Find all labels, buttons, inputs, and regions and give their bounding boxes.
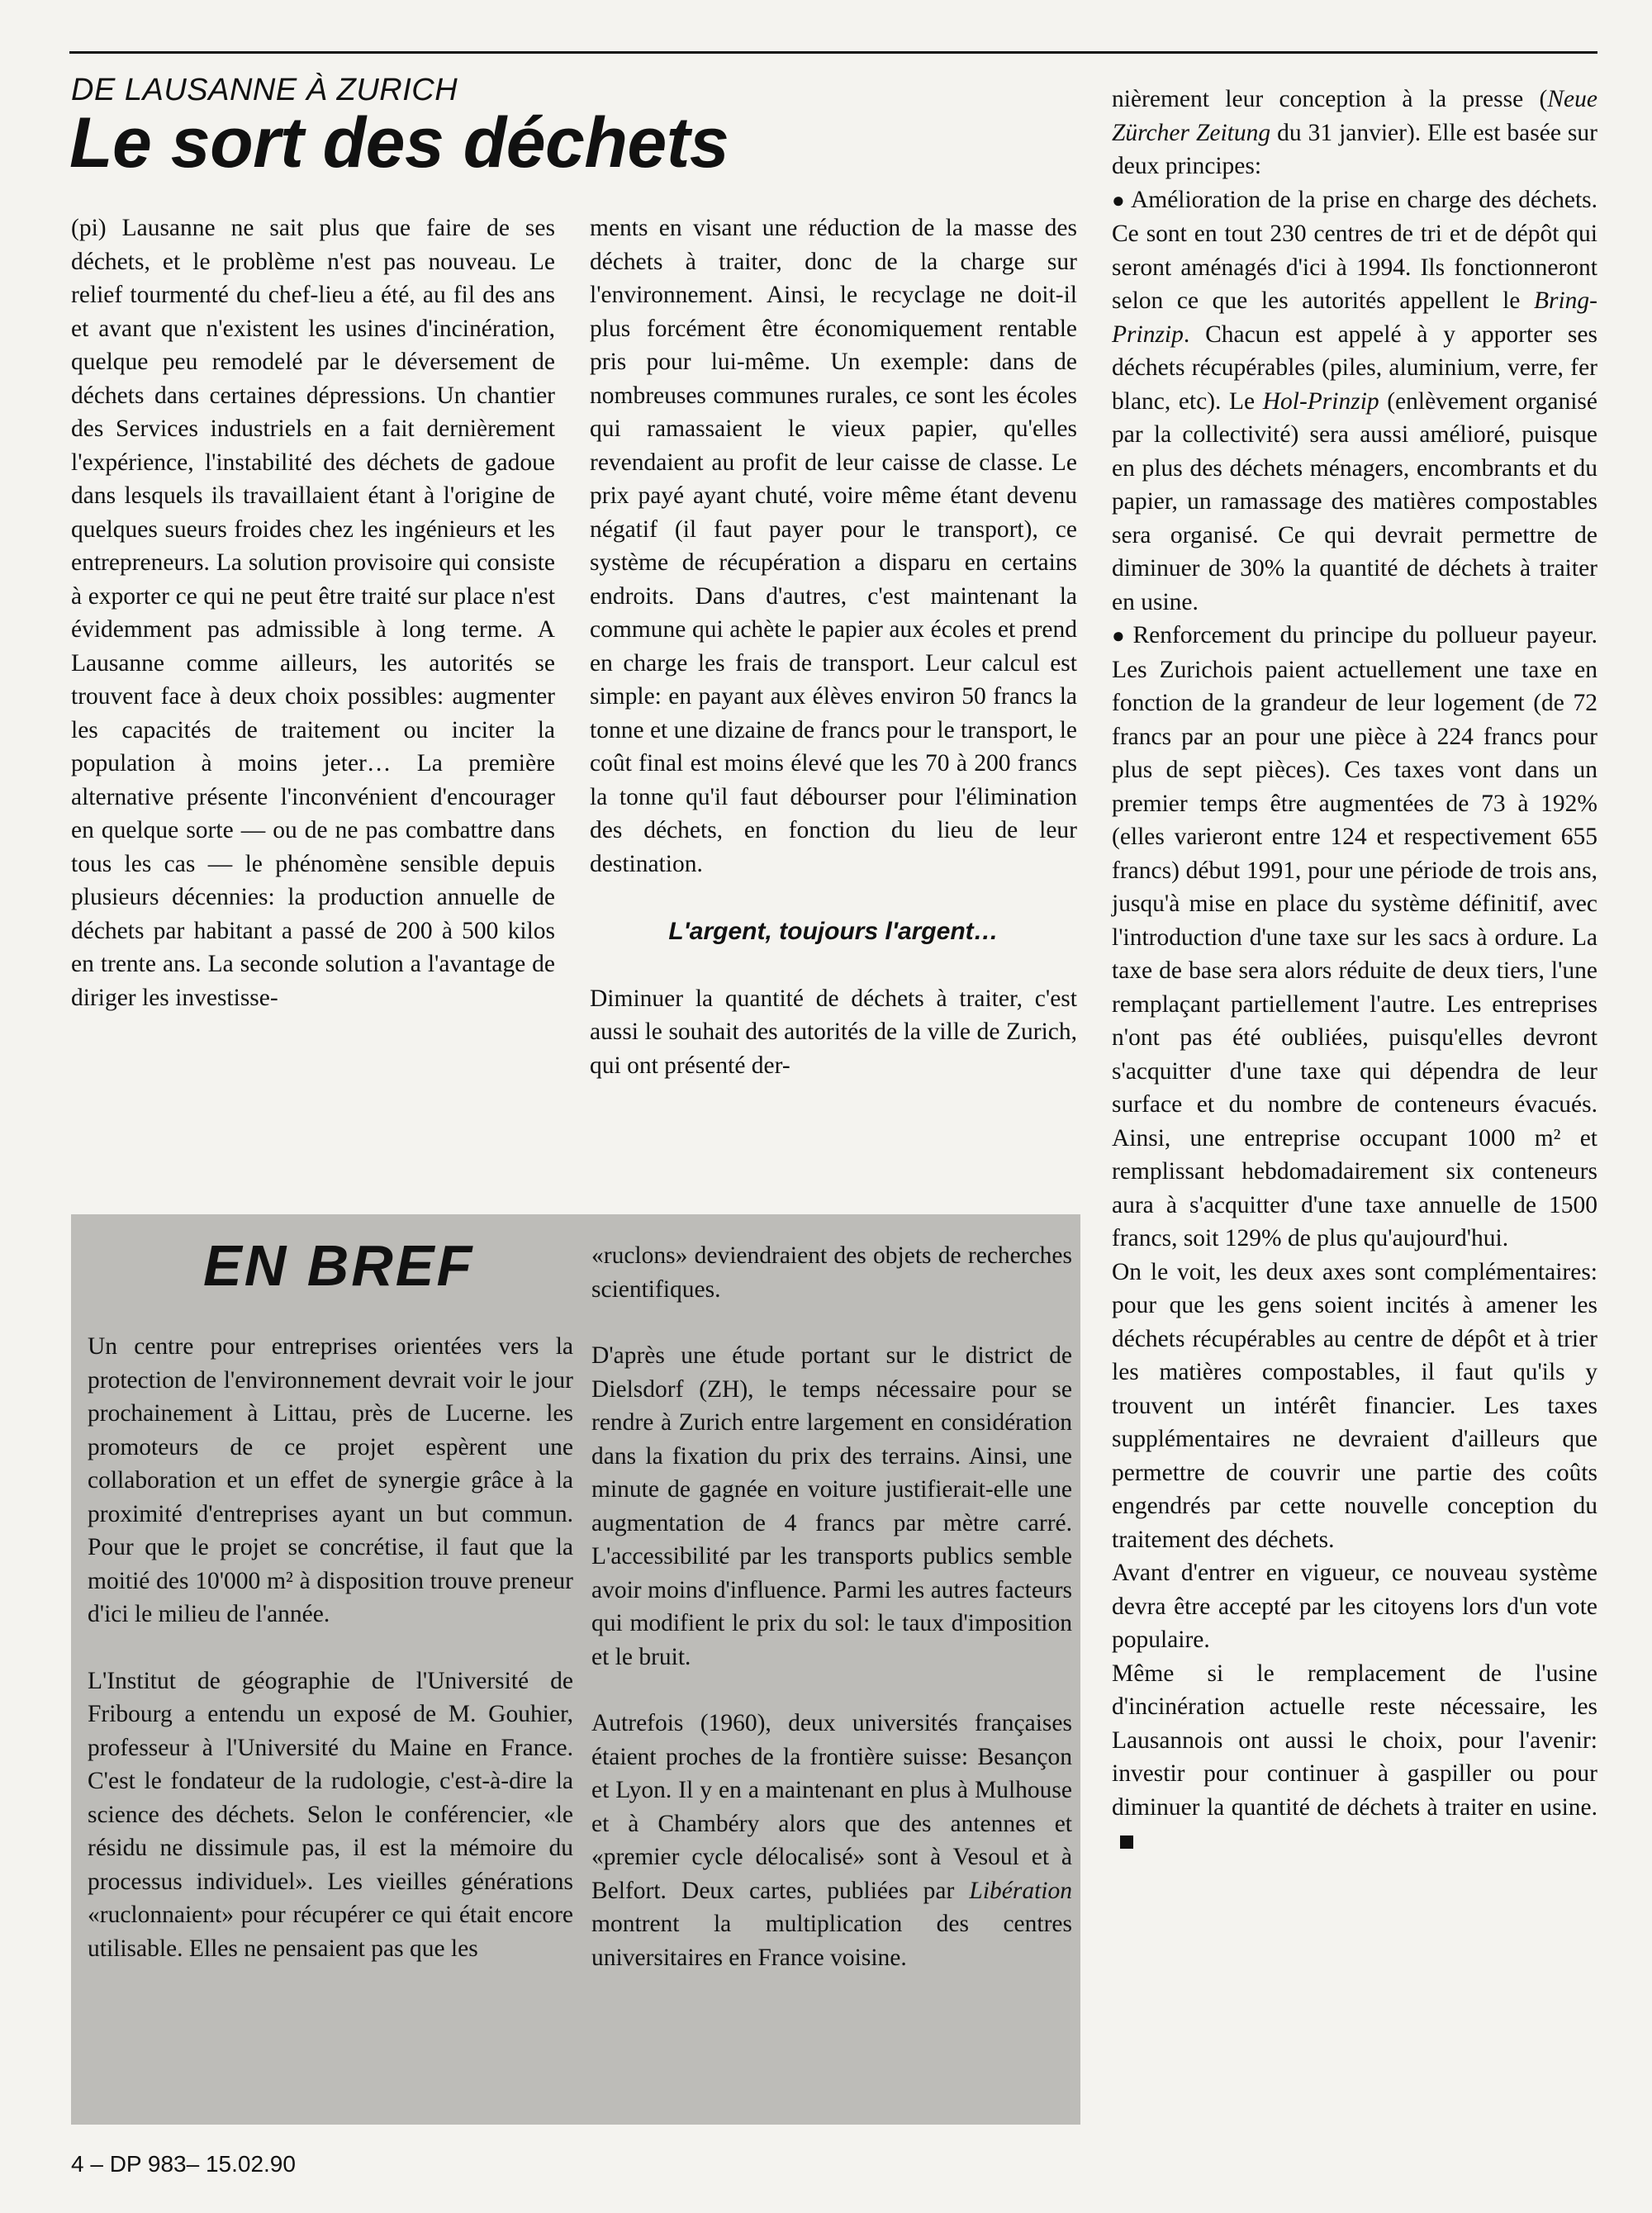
brief-item: L'Institut de géographie de l'Université de Fribourg a entendu un exposé de M. Gouhier, professeur à l'Université du Maine en France. C'est le fondateur de la rudologie, c'est-à-dire la science des déchets. Selon le conférencier, «le résidu ne dissimule pas, il est la mémoire du processus individuel». Les vieilles générations «ruclonnaient» pour récupérer ce qui était encore utilisable. Elles ne pensaient pas que les <box>88 1667 573 1962</box>
en-bref-title: EN BREF <box>203 1233 475 1298</box>
en-bref-column-1 <box>88 1330 573 1998</box>
source-newspaper: Neue Zürcher Zeitung <box>1112 86 1597 146</box>
top-rule <box>69 51 1597 54</box>
article-subhead: L'argent, toujours l'argent… <box>668 918 999 945</box>
article-paragraph: ments en visant une réduction de la masse des déchets à traiter, donc de la charge sur l'environnement. Ainsi, le recyclage ne doit-il plus forcément être économiquement rentable pris pour lui-même. Un exemple: dans de nombreuses communes rurales, ce sont les écoles qui ramassaient le vieux papier, qu'elles revendaient au profit de leur caisse de classe. Le prix payé ayant chuté, voire même étant devenu négatif (il faut payer pour le transport), ce système de récupération a disparu en certains endroits. Dans d'autres, c'est maintenant la commune qui achète le papier aux écoles et prend en charge les frais de transport. Leur calcul est simple: en payant aux élèves environ 50 francs la tonne et une dizaine de francs pour le transport, le coût final est moins élevé que les 70 à 200 francs la tonne qu'il faut débourser pour l'élimination des déchets, en fonction du lieu de leur destination. <box>590 215 1077 877</box>
bullet-item: ● Renforcement du principe du pollueur payeur. Les Zurichois paient actuellement une taxe en fonction de la grandeur de leur logement (de 72 francs par an pour une pièce à 224 francs pour plus de sept pièces). Ces taxes vont dans un premier temps être augmentées de 73 à 192% (elles varieront entre 124 et respectivement 655 francs) début 1991, pour une période de trois ans, jusqu'à mise en place du système définitif, avec l'introduction d'une taxe sur les sacs à ordure. La taxe de base sera alors réduite de deux tiers, l'une remplaçant partiellement l'autre. Les entreprises n'ont pas été oubliées, puisqu'elles devront s'acquitter d'une taxe qui dépendra de leur surface et du nombre de conteneurs évacués. Ainsi, une entreprise occupant 1000 m² et remplissant hebdomadairement six conteneurs aura à s'acquitter d'une taxe annuelle de 1500 francs, soit 129% de plus qu'aujourd'hui. <box>1112 619 1597 1256</box>
article-title: Le sort des déchets <box>69 103 729 183</box>
article-column-1 <box>71 211 555 1014</box>
brief-item: Autrefois (1960), deux universités françaises étaient proches de la frontière suisse: Besançon et Lyon. Il y en a maintenant en plus à Mulhouse et à Chambéry alors que des antennes et «premier cycle délocalisé» sont à Vesoul et à Belfort. Deux cartes, publiées par Libération montrent la multiplication des centres universitaires en France voisine. <box>591 1710 1072 1971</box>
end-mark-icon <box>1120 1835 1133 1849</box>
article-kicker: DE LAUSANNE À ZURICH <box>71 73 458 107</box>
brief-item: D'après une étude portant sur le district de Dielsdorf (ZH), le temps nécessaire pour se rendre à Zurich entre largement en considération dans la fixation du prix des terrains. Ainsi, une minute de gagnée en voiture justifierait-elle une augmentation de 4 francs par mètre carré. L'accessibilité par les transports publics semble avoir moins d'influence. Parmi les autres facteurs qui modifient le prix du sol: le taux d'imposition et le bruit. <box>591 1342 1072 1670</box>
article-paragraph: Avant d'entrer en vigueur, ce nouveau système devra être accepté par les citoyens lors d'un vote populaire. <box>1112 1560 1597 1653</box>
brief-item: «ruclons» deviendraient des objets de recherches scientifiques. <box>591 1242 1072 1303</box>
page-footer: 4 – DP 983– 15.02.90 <box>71 2151 296 2177</box>
article-paragraph: On le voit, les deux axes sont complémentaires: pour que les gens soient incités à amener les déchets récupérables au centre de dépôt et à trier les matières compostables, il faut qu'ils y trouvent un intérêt financier. Les taxes supplémentaires ne devraient d'ailleurs que permettre de couvrir une partie des coûts engendrés par cette nouvelle conception du traitement des déchets. <box>1112 1258 1597 1553</box>
article-paragraph: Même si le remplacement de l'usine d'incinération actuelle reste nécessaire, les Lausannois ont aussi le choix, pour l'avenir: investir pour continuer à gaspiller ou pour diminuer la quantité de déchets à traiter en usine. <box>1112 1657 1597 1858</box>
article-column-2 <box>590 211 1077 1082</box>
en-bref-column-2 <box>591 1239 1072 2007</box>
en-bref-box <box>71 1214 1080 2125</box>
term-hol-prinzip: Hol-Prinzip <box>1262 387 1379 415</box>
article-paragraph: (pi) Lausanne ne sait plus que faire de ses déchets, et le problème n'est pas nouveau. Le relief tourmenté du chef-lieu a été, au fil des ans et avant que n'existent les usines d'incinération, quelque peu remodelé par le déversement de déchets dans certaines dépressions. Un chantier des Services industriels en a fait dernièrement l'expérience, l'instabilité des déchets de gadoue dans lesquels ils travaillaient étant à l'origine de quelques sueurs froides chez les ingénieurs et les entrepreneurs. La solution provisoire qui consiste à exporter ce qui ne peut être traité sur place n'est évidemment pas admissible à long terme. A Lausanne comme ailleurs, les autorités se trouvent face à deux choix possibles: augmenter les capacités de traitement ou inciter la population à moins jeter… La première alternative présente l'inconvénient d'encourager en quelque sorte — ou de ne pas combattre dans tous les cas — le phénomène sensible depuis plusieurs décennies: la production annuelle de déchets par habitant a passé de 200 à 500 kilos en trente ans. La seconde solution a l'avantage de diriger les investisse- <box>71 215 555 1011</box>
term-bring-prinzip: Bring-Prinzip <box>1112 287 1597 348</box>
article-column-3 <box>1112 83 1597 1858</box>
article-paragraph: nièrement leur conception à la presse (Neue Zürcher Zeitung du 31 janvier). Elle est basée sur deux principes: <box>1112 86 1597 179</box>
source-liberation: Libération <box>969 1877 1072 1904</box>
bullet-item: ● Amélioration de la prise en charge des déchets. Ce sont en tout 230 centres de tri et de dépôt qui seront aménagés d'ici à 1994. Ils fonctionneront selon ce que les autorités appellent le Bring-Prinzip. Chacun est appelé à y apporter ses déchets récupérables (piles, aluminium, verre, fer blanc, etc). Le Hol-Prinzip (enlèvement organisé par la collectivité) sera aussi amélioré, puisque en plus des déchets ménagers, encombrants et du papier, un ramassage des matières compostables sera organisé. Ce qui devrait permettre de diminuer de 30% la quantité de déchets à traiter en usine. <box>1112 183 1597 620</box>
brief-item: Un centre pour entreprises orientées vers la protection de l'environnement devrait voir le jour prochainement à Littau, près de Lucerne. les promoteurs de ce projet espèrent une collaboration et un effet de synergie grâce à la proximité d'entreprises ayant un but commun. Pour que le projet se concrétise, il faut que la moitié des 10'000 m² à disposition trouve preneur d'ici le milieu de l'année. <box>88 1333 573 1627</box>
article-paragraph: Diminuer la quantité de déchets à traiter, c'est aussi le souhait des autorités de la ville de Zurich, qui ont présenté der- <box>590 985 1077 1079</box>
